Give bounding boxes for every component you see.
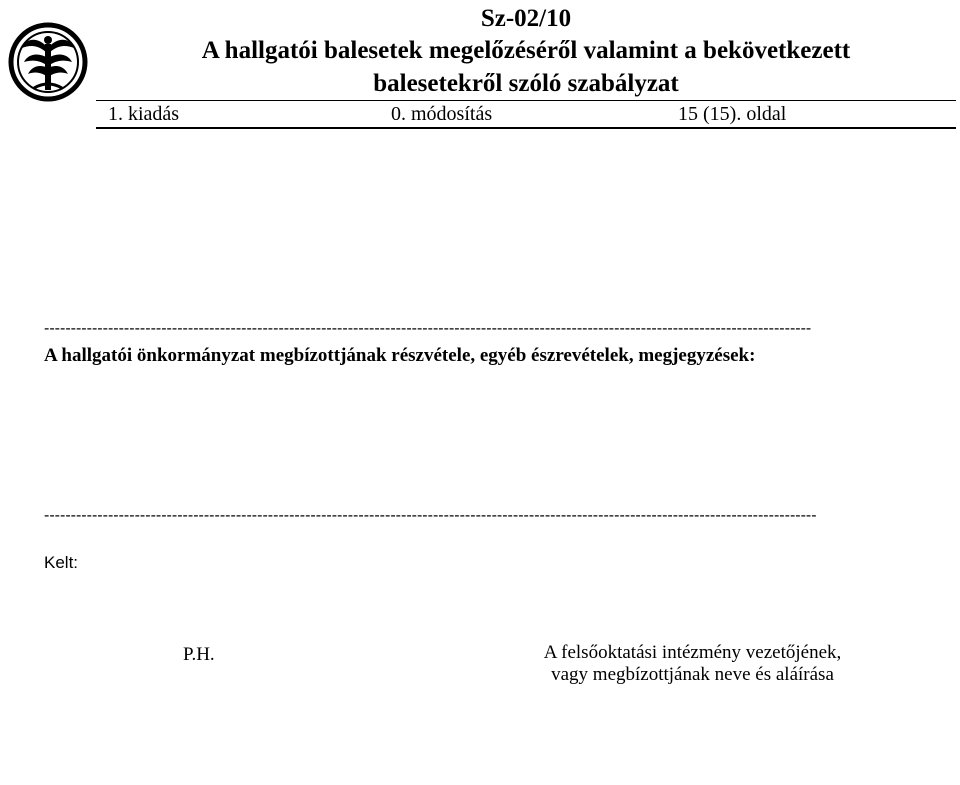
document-title-line-1: A hallgatói balesetek megelőzéséről valamint a bekövetkezett (201, 37, 851, 64)
seal-placeholder-label: P.H. (183, 644, 215, 665)
modification-label: 0. módosítás (391, 103, 493, 125)
section-heading: A hallgatói önkormányzat megbízottjának részvétele, egyéb észrevételek, megjegyzések: (44, 345, 756, 366)
dashed-separator: ------------------------------------------------------------------------------------------------------------------------------------------------ (44, 320, 812, 337)
signature-block (520, 642, 865, 686)
date-label: Kelt: (44, 553, 79, 572)
header-divider-bottom (96, 127, 956, 129)
dashed-separator: ------------------------------------------------------------------------------------------------------------------------------------------------- (44, 507, 817, 524)
signature-line-1: A felsőoktatási intézmény vezetőjének, (543, 642, 842, 663)
document-code: Sz-02/10 (480, 5, 572, 32)
document-title-line-2: balesetekről szóló szabályzat (373, 70, 679, 97)
page-number: 15 (15). oldal (678, 103, 787, 125)
edition-label: 1. kiadás (108, 103, 180, 125)
header-meta-row (96, 102, 956, 128)
header-divider-top (96, 100, 956, 101)
signature-line-2: vagy megbízottjának neve és aláírása (551, 664, 834, 685)
university-seal-icon (8, 22, 88, 102)
